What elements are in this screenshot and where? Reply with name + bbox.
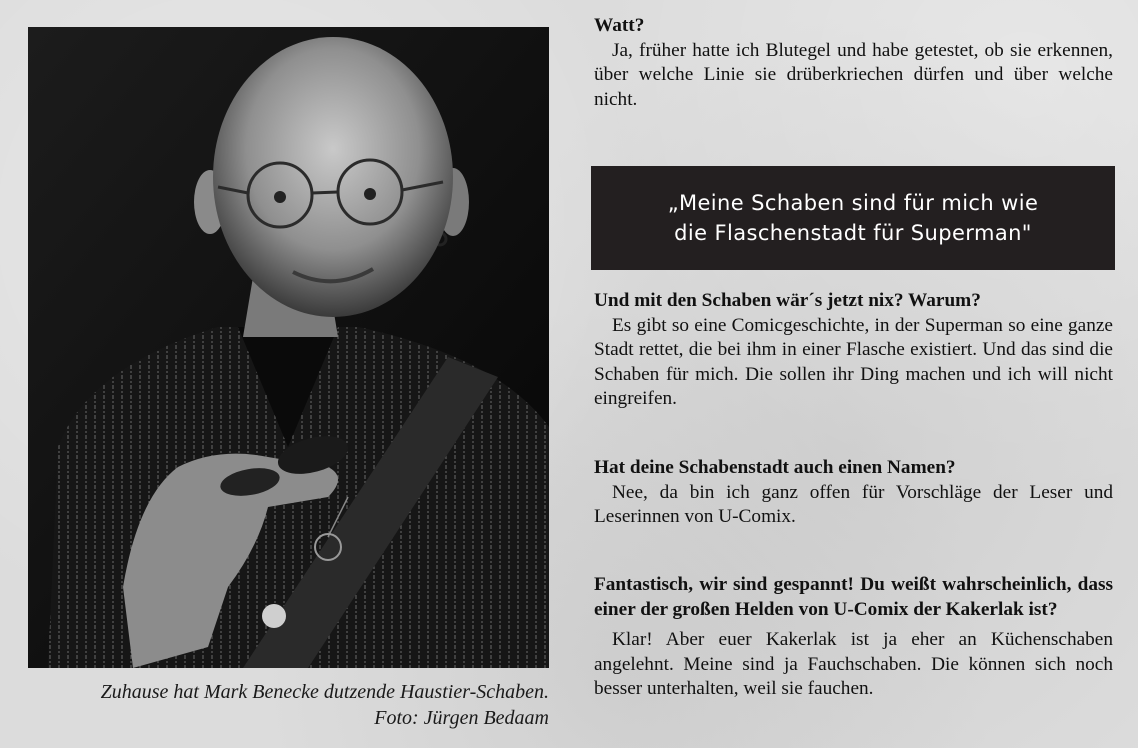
answer-paragraph: Ja, früher hatte ich Blutegel und habe getestet, ob sie erkennen, über welche Linie sie drüberkriechen dürfen und über welche nicht. (594, 39, 1113, 110)
photo-caption (28, 679, 549, 731)
interview-section-2 (594, 289, 1113, 412)
portrait-illustration (28, 27, 549, 668)
pull-quote-line-2: die Flaschenstadt für Superman" (674, 221, 1032, 245)
question-heading: Fantastisch, wir sind gespannt! Du weißt wahrscheinlich, dass einer der großen Helden von U-Comix der Kakerlak ist? (594, 574, 1113, 620)
question-heading: Und mit den Schaben wär´s jetzt nix? Warum? (594, 290, 981, 311)
interview-section-1 (594, 14, 1113, 112)
interview-section-3 (594, 456, 1113, 530)
answer-paragraph: Es gibt so eine Comicgeschichte, in der Superman so eine ganze Stadt rettet, die bei ihm in einer Flasche existiert. Und das sind die Schaben für mich. Die sollen ihr Ding machen und ich will nicht eingreifen. (594, 314, 1113, 410)
interview-section-4 (594, 573, 1113, 702)
question-heading: Hat deine Schabenstadt auch einen Namen? (594, 457, 956, 478)
portrait-photo (28, 27, 549, 668)
caption-line-1: Zuhause hat Mark Benecke dutzende Haustier-Schaben. (100, 681, 549, 703)
question-heading: Watt? (594, 15, 645, 36)
pull-quote (591, 166, 1115, 270)
answer-paragraph: Nee, da bin ich ganz offen für Vorschläge der Leser und Leserinnen von U-Comix. (594, 481, 1113, 528)
pull-quote-line-1: „Meine Schaben sind für mich wie (667, 191, 1039, 215)
answer-paragraph: Klar! Aber euer Kakerlak ist ja eher an Küchenschaben angelehnt. Meine sind ja Fauchschaben. Die können sich noch besser unterhalten, weil sie fauchen. (594, 629, 1113, 700)
caption-line-2: Foto: Jürgen Bedaam (374, 707, 549, 729)
